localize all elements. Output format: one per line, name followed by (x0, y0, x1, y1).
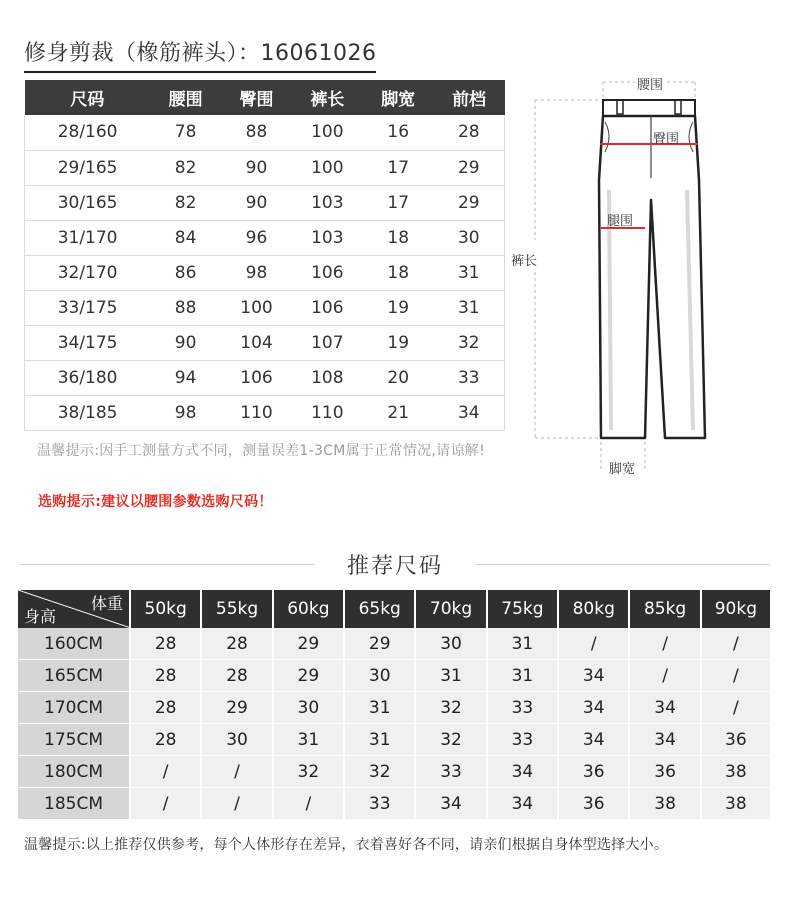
table-cell: 30 (274, 692, 345, 724)
table-cell: 36 (559, 788, 630, 820)
table-cell: 36 (702, 724, 770, 756)
recommend-table (18, 590, 770, 820)
table-cell: 78 (150, 115, 221, 150)
table-cell: 103 (292, 220, 363, 255)
col-header-size: 尺码 (25, 80, 151, 115)
table-cell: 88 (221, 115, 292, 150)
table-cell: 29 (434, 150, 505, 185)
height-header: 185CM (18, 788, 131, 820)
table-cell: 31 (434, 290, 505, 325)
recommend-tip: 温馨提示:以上推荐仅供参考，每个人体形存在差异，衣着喜好各不同，请亲们根据自身体型选择大小。 (24, 837, 668, 853)
table-row (25, 255, 505, 290)
weight-header: 75kg (488, 590, 559, 628)
weight-header: 85kg (630, 590, 701, 628)
table-cell: 104 (221, 325, 292, 360)
table-row (25, 360, 505, 395)
table-cell: 17 (363, 185, 434, 220)
table-cell: / (131, 788, 202, 820)
table-cell: / (202, 756, 273, 788)
height-header: 160CM (18, 628, 131, 660)
table-cell: 32 (274, 756, 345, 788)
table-row (25, 150, 505, 185)
table-cell: 36 (630, 756, 701, 788)
table-cell: 103 (292, 185, 363, 220)
table-cell: 34 (559, 724, 630, 756)
table-cell: 31 (488, 628, 559, 660)
table-cell: 30 (345, 660, 416, 692)
table-cell: 100 (221, 290, 292, 325)
table-cell: 30/165 (25, 185, 151, 220)
table-cell: 106 (221, 360, 292, 395)
table-row (25, 115, 505, 150)
table-cell: 36/180 (25, 360, 151, 395)
size-table-header (25, 80, 505, 115)
weight-header: 65kg (345, 590, 416, 628)
table-cell: 19 (363, 290, 434, 325)
table-cell: 29 (345, 628, 416, 660)
table-cell: 31 (488, 660, 559, 692)
table-cell: 30 (434, 220, 505, 255)
table-cell: 34 (416, 788, 487, 820)
pants-illustration (505, 60, 775, 480)
table-cell: 29 (202, 692, 273, 724)
table-cell: 28/160 (25, 115, 151, 150)
corner-cell (18, 590, 131, 628)
col-header-hip: 臀围 (221, 80, 292, 115)
weight-header: 80kg (559, 590, 630, 628)
table-cell: 28 (131, 628, 202, 660)
height-header: 165CM (18, 660, 131, 692)
table-cell: 32 (434, 325, 505, 360)
table-cell: 18 (363, 255, 434, 290)
table-cell: 32 (416, 724, 487, 756)
table-cell: / (702, 660, 770, 692)
hem-label: 脚宽 (609, 462, 636, 477)
table-cell: 106 (292, 255, 363, 290)
weight-header: 50kg (131, 590, 202, 628)
table-cell: / (702, 628, 770, 660)
table-cell: 96 (221, 220, 292, 255)
table-cell: 88 (150, 290, 221, 325)
table-cell: 82 (150, 150, 221, 185)
table-cell: 100 (292, 115, 363, 150)
measure-tip: 温馨提示:因手工测量方式不同，测量误差1-3CM属于正常情况,请谅解! (37, 443, 485, 459)
table-cell: 30 (416, 628, 487, 660)
size-table (24, 80, 505, 431)
table-cell: 16 (363, 115, 434, 150)
table-cell: 32/170 (25, 255, 151, 290)
table-cell: 86 (150, 255, 221, 290)
waist-label: 腰围 (637, 78, 664, 93)
table-cell: / (131, 756, 202, 788)
table-cell: 28 (202, 660, 273, 692)
table-row (18, 788, 770, 820)
table-row (18, 756, 770, 788)
weight-header: 60kg (274, 590, 345, 628)
table-cell: 31 (345, 692, 416, 724)
table-cell: 21 (363, 395, 434, 430)
table-cell: 28 (131, 724, 202, 756)
thigh-label: 腿围 (607, 214, 634, 229)
table-cell: 31 (434, 255, 505, 290)
recommend-header (18, 590, 770, 628)
length-label: 裤长 (511, 254, 538, 269)
height-header: 180CM (18, 756, 131, 788)
table-row (25, 395, 505, 430)
table-cell: 38 (702, 756, 770, 788)
table-cell: 29 (274, 660, 345, 692)
table-cell: 33 (488, 692, 559, 724)
table-cell: 33 (416, 756, 487, 788)
hip-label: 臀围 (653, 132, 680, 147)
col-header-waist: 腰围 (150, 80, 221, 115)
select-tip: 选购提示:建议以腰围参数选购尺码！ (38, 494, 273, 510)
table-cell: 34 (559, 692, 630, 724)
table-row (25, 220, 505, 255)
table-cell: 110 (221, 395, 292, 430)
page-title: 修身剪裁（橡筋裤头）：16061026 (24, 36, 376, 73)
table-cell: 98 (221, 255, 292, 290)
table-cell: 18 (363, 220, 434, 255)
table-cell: 98 (150, 395, 221, 430)
table-cell: 100 (292, 150, 363, 185)
col-header-rise: 前档 (434, 80, 505, 115)
table-cell: 34 (488, 788, 559, 820)
table-cell: / (630, 628, 701, 660)
table-row (25, 185, 505, 220)
table-cell: 20 (363, 360, 434, 395)
table-cell: 31/170 (25, 220, 151, 255)
table-cell: 36 (559, 756, 630, 788)
table-cell: 29 (274, 628, 345, 660)
height-axis-label: 身高 (24, 607, 57, 626)
recommend-title: 推荐尺码 (346, 554, 443, 579)
table-cell: 32 (345, 756, 416, 788)
table-cell: 33 (345, 788, 416, 820)
table-row (18, 724, 770, 756)
table-cell: 28 (131, 692, 202, 724)
table-cell: / (274, 788, 345, 820)
table-cell: / (202, 788, 273, 820)
height-header: 170CM (18, 692, 131, 724)
table-cell: 34 (630, 692, 701, 724)
col-header-hem: 脚宽 (363, 80, 434, 115)
table-cell: 34 (559, 660, 630, 692)
table-cell: 31 (416, 660, 487, 692)
table-cell: 84 (150, 220, 221, 255)
table-cell: 33 (488, 724, 559, 756)
table-cell: 29 (434, 185, 505, 220)
col-header-length: 裤长 (292, 80, 363, 115)
table-cell: 38/185 (25, 395, 151, 430)
table-cell: 29/165 (25, 150, 151, 185)
table-cell: 38 (702, 788, 770, 820)
table-row (18, 628, 770, 660)
table-cell: 90 (221, 150, 292, 185)
table-cell: 33 (434, 360, 505, 395)
table-cell: 108 (292, 360, 363, 395)
weight-header: 55kg (202, 590, 273, 628)
height-header: 175CM (18, 724, 131, 756)
table-cell: 107 (292, 325, 363, 360)
table-cell: / (702, 692, 770, 724)
table-cell: 90 (150, 325, 221, 360)
table-cell: 82 (150, 185, 221, 220)
weight-axis-label: 体重 (90, 594, 123, 613)
table-cell: 106 (292, 290, 363, 325)
table-cell: 32 (416, 692, 487, 724)
table-row (25, 325, 505, 360)
pants-diagram (505, 60, 775, 480)
table-cell: 94 (150, 360, 221, 395)
table-cell: 34 (630, 724, 701, 756)
table-cell: 33/175 (25, 290, 151, 325)
table-cell: 38 (630, 788, 701, 820)
table-cell: 34 (434, 395, 505, 430)
table-cell: / (559, 628, 630, 660)
weight-header: 90kg (702, 590, 770, 628)
table-cell: 28 (131, 660, 202, 692)
table-row (25, 290, 505, 325)
table-cell: 19 (363, 325, 434, 360)
table-cell: 28 (434, 115, 505, 150)
table-row (18, 660, 770, 692)
table-cell: 31 (274, 724, 345, 756)
weight-header: 70kg (416, 590, 487, 628)
table-cell: 90 (221, 185, 292, 220)
table-cell: 34/175 (25, 325, 151, 360)
table-cell: 31 (345, 724, 416, 756)
table-row (18, 692, 770, 724)
table-cell: 28 (202, 628, 273, 660)
table-cell: 30 (202, 724, 273, 756)
table-cell: 34 (488, 756, 559, 788)
table-cell: 17 (363, 150, 434, 185)
table-cell: / (630, 660, 701, 692)
table-cell: 110 (292, 395, 363, 430)
